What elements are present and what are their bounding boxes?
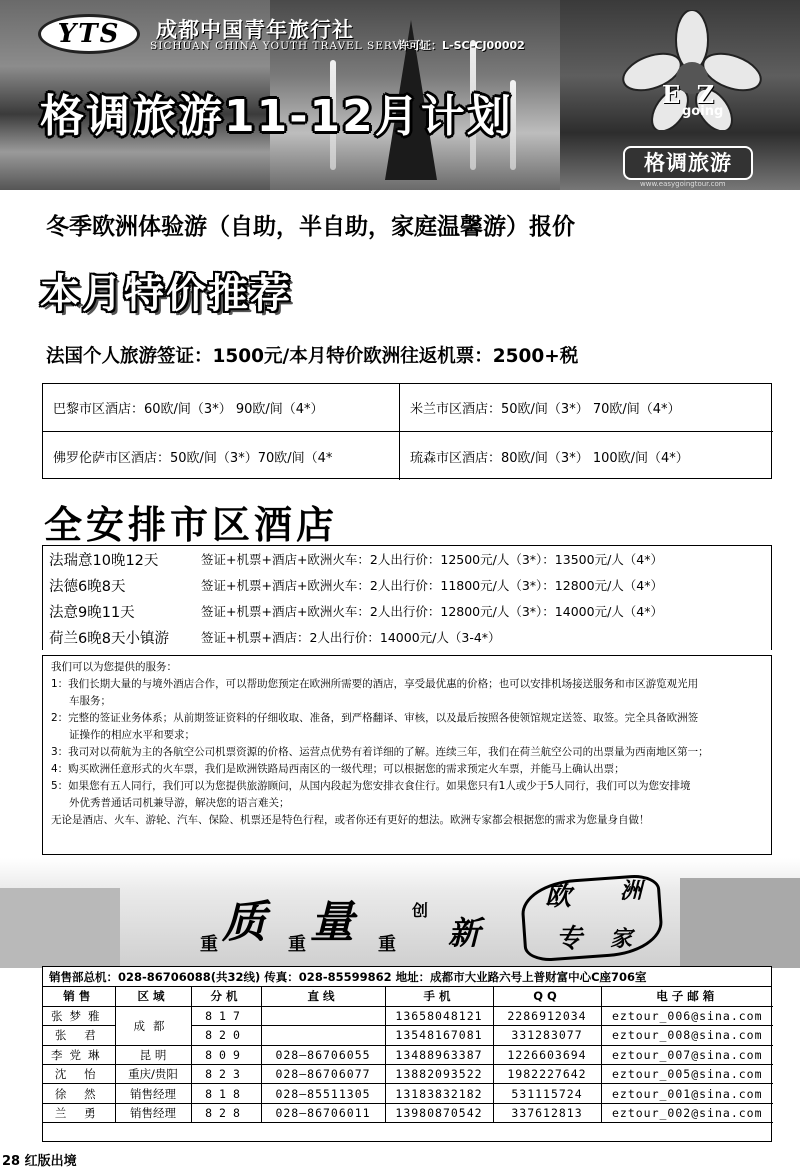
table-row [43,1065,773,1084]
column-header: 电子邮箱 [601,987,773,1006]
agency-name: 成都中国青年旅行社 [156,18,354,42]
tour-name: 法意9晚11天 [49,604,135,621]
slogan-char: 质 [222,897,266,948]
staff-email[interactable]: eztour_002@sina.com [601,1103,773,1122]
staff-email[interactable]: eztour_006@sina.com [601,1006,773,1025]
slogan-char: 重 [378,934,396,955]
tour-list [42,545,772,650]
staff-mobile: 13183832182 [385,1084,493,1103]
column-header: 销售 [43,987,115,1006]
ez-going-text: going [682,104,724,119]
slogan-char: 重 [200,934,218,955]
staff-ext: 828 [191,1103,261,1122]
visa-price-line: 法国个人旅游签证：1500元/本月特价欧洲往返机票：2500+税 [46,346,579,367]
staff-region: 销售经理 [115,1084,191,1103]
staff-email[interactable]: eztour_005@sina.com [601,1065,773,1084]
slogan-char: 新 [448,914,481,952]
staff-email[interactable]: eztour_007@sina.com [601,1045,773,1064]
service-item: 4：购买欧洲任意形式的火车票，我们是欧洲铁路局西南区的一级代理；可以根据您的需求预定火车票，并能马上确认出票； [51,763,625,775]
column-header: 分机 [191,987,261,1006]
tour-desc: 签证+机票+酒店+欧洲火车：2人出行价：12500元/人（3*）：13500元/人（4*） [201,552,663,567]
staff-mobile: 13658048121 [385,1006,493,1025]
staff-mobile: 13548167081 [385,1026,493,1045]
stamp-char: 家 [610,926,633,952]
promo-title: 本月特价推荐 [40,271,292,317]
service-item: 2：完整的签证业务体系；从前期签证资料的仔细收取、准备，到严格翻译、审核，以及最后按照各使领馆规定送签、取签。完全具备欧洲签 [51,712,699,724]
staff-line [261,1006,385,1025]
staff-line: 028—86706077 [261,1065,385,1084]
staff-line [261,1026,385,1045]
service-item: 无论是酒店、火车、游轮、汽车、保险、机票还是特色行程，或者你还有更好的想法。欧洲专家都会根据您的需求为您量身自做！ [51,814,650,826]
staff-mobile: 13882093522 [385,1065,493,1084]
stamp-char: 洲 [620,878,643,904]
staff-name: 张梦雅 [43,1006,115,1025]
staff-email[interactable]: eztour_008@sina.com [601,1026,773,1045]
tour-desc: 签证+机票+酒店+欧洲火车：2人出行价：11800元/人（3*）：12800元/人（4*） [201,578,663,593]
staff-region: 销售经理 [115,1103,191,1122]
page-subtitle: 冬季欧洲体验游（自助，半自助，家庭温馨游）报价 [46,214,575,240]
tour-name: 法瑞意10晚12天 [49,552,159,569]
slogan-char: 量 [310,897,354,948]
table-row [43,1006,773,1025]
brand-badge: 格调旅游 [623,146,753,180]
table-row [43,1103,773,1122]
brand-url: www.easygoingtour.com [640,180,726,188]
table-header-row [43,987,773,1006]
staff-qq: 1226603694 [493,1045,601,1064]
staff-email[interactable]: eztour_001@sina.com [601,1084,773,1103]
slogan-area [0,858,800,968]
arrange-title: 全安排市区酒店 [44,503,339,547]
header-banner [0,0,800,190]
tour-row [43,546,771,572]
tour-name: 法德6晚8天 [49,578,126,595]
services-box [42,655,772,855]
tour-desc: 签证+机票+酒店：2人出行价：14000元/人（3-4*） [201,630,501,645]
staff-line: 028—86706055 [261,1045,385,1064]
column-header: 手机 [385,987,493,1006]
staff-qq: 331283077 [493,1026,601,1045]
hotel-cell: 琉森市区酒店：80欧/间（3*） 100欧/间（4*） [410,450,689,466]
service-item: 1：我们长期大量的与境外酒店合作，可以帮助您预定在欧洲所需要的酒店，享受最优惠的价格；也可以安排机场接送服务和市区游览观光用 [51,678,699,690]
contact-header: 销售部总机：028-86706088(共32线) 传真：028-85599862 地址：成都市大业路六号上普财富中心C座706室 [43,967,771,987]
license-number: 许可证：L-SC-CJ00002 [398,39,525,52]
staff-qq: 2286912034 [493,1006,601,1025]
staff-mobile: 13488963387 [385,1045,493,1064]
tour-row [43,572,771,598]
stamp-char: 专 [556,924,583,954]
staff-name: 张 君 [43,1026,115,1045]
service-item: 车服务； [69,695,111,707]
service-item: 3：我司对以荷航为主的各航空公司机票资源的价格、运营点优势有着详细的了解。连续三年，我们在荷兰航空公司的出票量为西南地区第一； [51,746,709,758]
expert-stamp [519,873,664,963]
services-intro: 我们可以为您提供的服务： [51,661,177,673]
service-item: 证操作的相应水平和要求； [69,729,195,741]
page-footer: 28 红版出境 [2,1154,77,1168]
staff-qq: 337612813 [493,1103,601,1122]
staff-qq: 1982227642 [493,1065,601,1084]
staff-ext: 809 [191,1045,261,1064]
staff-region: 昆 明 [115,1045,191,1064]
column-header: 区域 [115,987,191,1006]
agency-logo: YTS [38,14,140,54]
table-row [43,1084,773,1103]
staff-line: 028—86706011 [261,1103,385,1122]
table-row [43,1045,773,1064]
contact-table [42,966,772,1142]
staff-table [43,987,773,1123]
staff-ext: 823 [191,1065,261,1084]
service-item: 外优秀普通话司机兼导游，解决您的语言难关； [69,797,290,809]
hotel-cell: 佛罗伦萨市区酒店：50欧/间（3*）70欧/间（4* [43,432,400,480]
staff-ext: 820 [191,1026,261,1045]
service-item: 5：如果您有五人同行，我们可以为您提供旅游顾问，从国内段起为您安排衣食住行。如果您只有1人或少于5人同行，我们可以为您安排境 [51,780,691,792]
staff-mobile: 13980870542 [385,1103,493,1122]
tour-desc: 签证+机票+酒店+欧洲火车：2人出行价：12800元/人（3*）：14000元/人（4*） [201,604,663,619]
stamp-char: 欧 [545,882,572,912]
tour-name: 荷兰6晚8天小镇游 [49,630,169,647]
agency-name-en: SICHUAN CHINA YOUTH TRAVEL SERVICE [150,40,424,52]
hotel-cell: 米兰市区酒店：50欧/间（3*） 70欧/间（4*） [400,384,773,432]
column-header: QQ [493,987,601,1006]
staff-region: 成都 [115,1006,191,1045]
staff-name: 徐 然 [43,1084,115,1103]
hotel-cell: 巴黎市区酒店：60欧/间（3*） 90欧/间（4*） [43,384,400,432]
tour-row [43,598,771,624]
staff-ext: 818 [191,1084,261,1103]
tour-row [43,624,771,650]
column-header: 直线 [261,987,385,1006]
staff-line: 028—85511305 [261,1084,385,1103]
ez-logo-text: E Z [662,80,719,109]
slogan-char: 创 [412,901,429,920]
staff-name: 李党琳 [43,1045,115,1064]
slogan-char: 重 [288,934,306,955]
staff-name: 兰 勇 [43,1103,115,1122]
staff-qq: 531115724 [493,1084,601,1103]
hotel-price-grid [42,383,772,479]
staff-ext: 817 [191,1006,261,1025]
staff-name: 沈 怡 [43,1065,115,1084]
banner-title: 格调旅游11-12月计划 [40,91,513,142]
staff-region: 重庆/贵阳 [115,1065,191,1084]
